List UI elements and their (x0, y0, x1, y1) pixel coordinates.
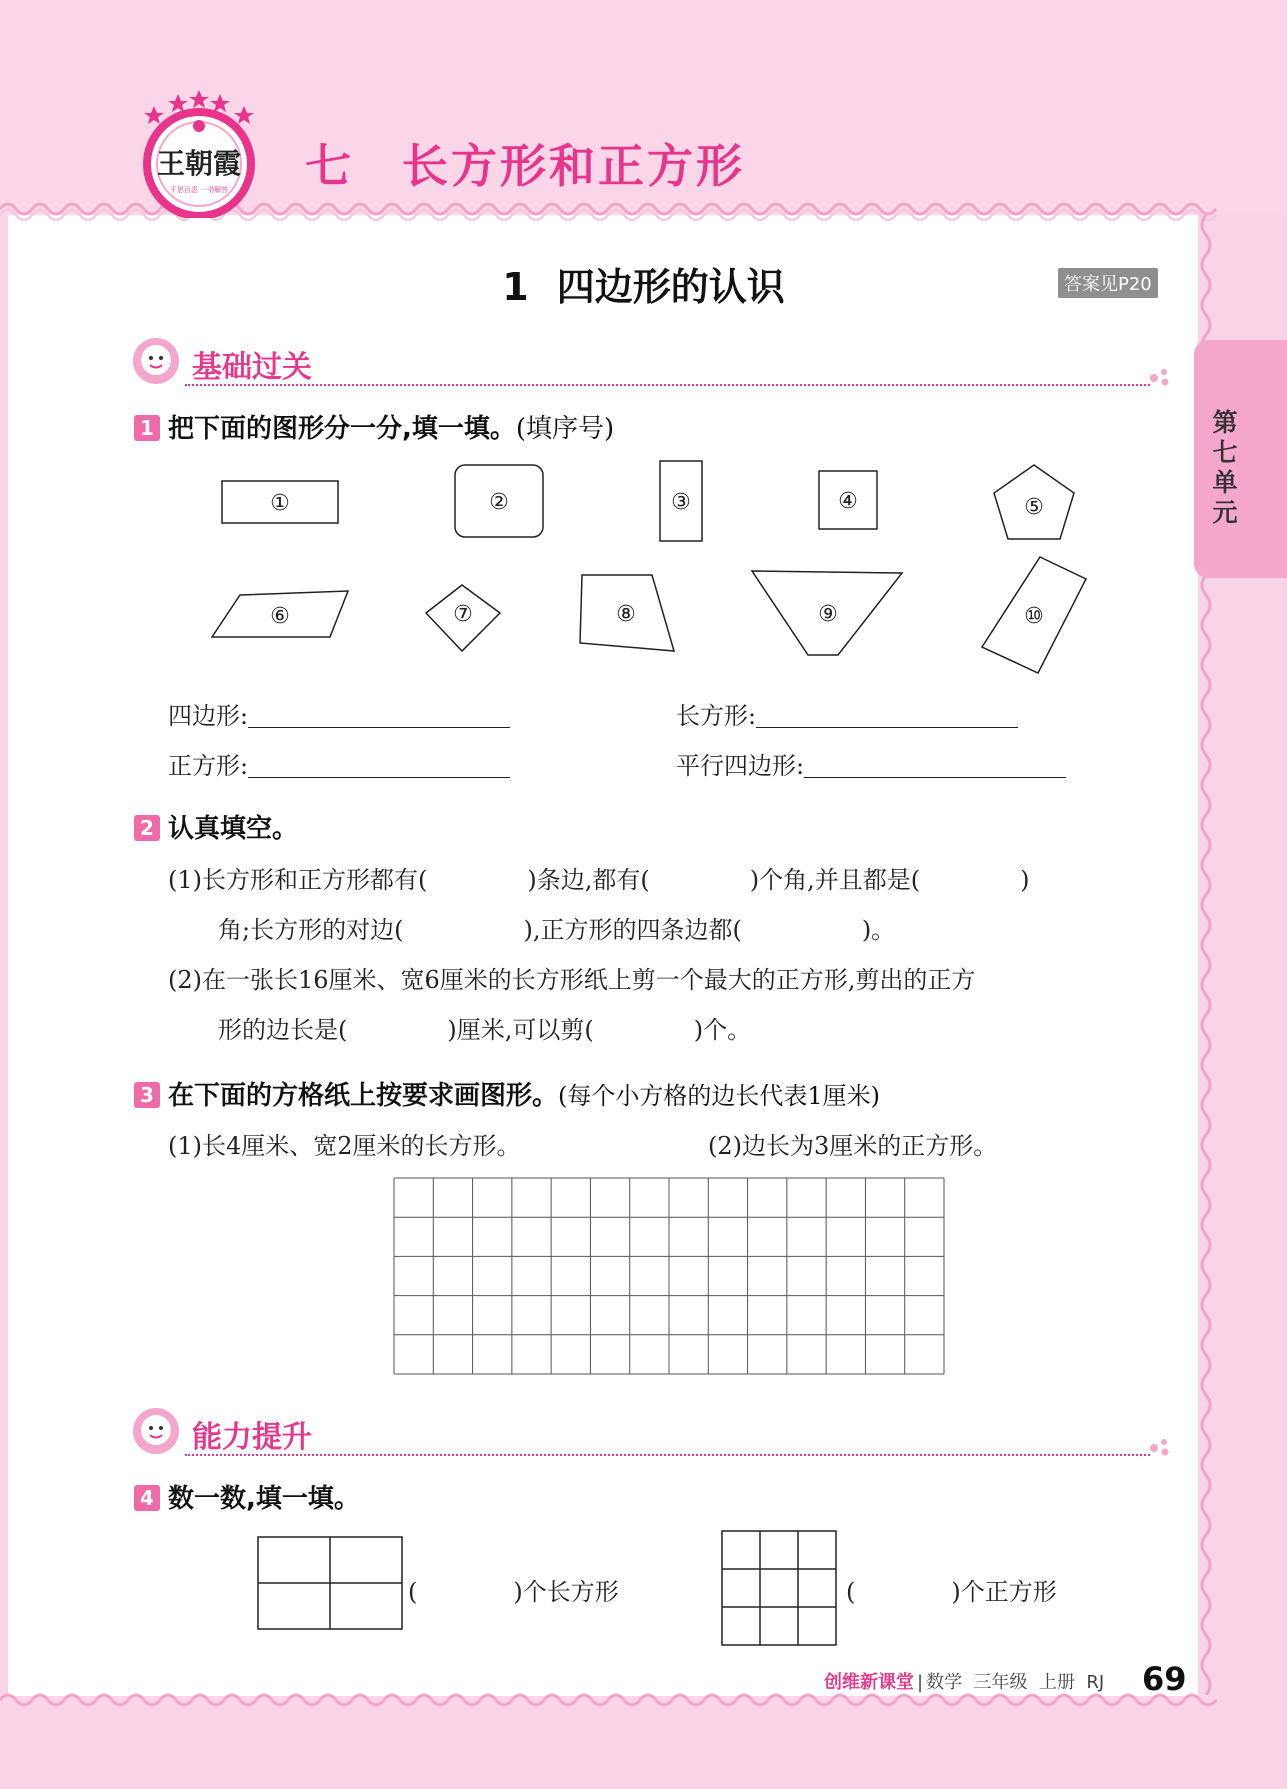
q3-sub2: (2)边长为3厘米的正方形。 (708, 1132, 998, 1160)
q2-part1-line1 (168, 860, 1029, 895)
q2-prompt (134, 808, 298, 845)
q1-quadrilateral-answer-line[interactable] (248, 703, 510, 728)
brand-logo (136, 88, 262, 218)
q1-note: (填序号) (515, 414, 615, 444)
q4-square-answer (846, 1572, 1057, 1607)
q1-rectangle-answer-line[interactable] (756, 703, 1018, 728)
q1-prompt-text: 把下面的图形分一分,填一填。 (168, 414, 516, 444)
unit-title (305, 130, 745, 196)
logo-tagline-text: 千思百虑 一书解答 (169, 186, 229, 194)
q2-p2-text-d: )个。 (693, 1016, 752, 1044)
q2-number: 2 (134, 815, 160, 841)
q1-rectangle-label: 长方形: (676, 702, 757, 730)
q4-number: 4 (134, 1485, 160, 1511)
q1-prompt (134, 408, 614, 445)
unit-title-text: 长方形和正方形 (402, 139, 745, 193)
shape-4-label: ④ (838, 489, 858, 514)
advanced-section-divider (185, 1454, 1150, 1456)
q2-part1-line2 (218, 910, 895, 945)
lesson-number: 1 (502, 265, 529, 309)
q1-square-row (168, 746, 510, 781)
q1-shapes-figure (200, 455, 1100, 685)
q1-parallelogram-answer-line[interactable] (804, 753, 1066, 778)
q2-p1-text-a: (1)长方形和正方形都有( (168, 866, 428, 894)
q3-prompt-text: 在下面的方格纸上按要求画图形。 (168, 1081, 559, 1111)
q2-p1-text-g: )。 (861, 916, 896, 944)
footer-separator: | (917, 1672, 924, 1693)
shape-10-label: ⑩ (1024, 604, 1044, 629)
q2-prompt-text: 认真填空。 (168, 814, 299, 844)
q1-parallelogram-row (676, 746, 1066, 781)
shape-9-label: ⑨ (818, 602, 838, 627)
unit-side-tab[interactable] (1194, 340, 1287, 578)
shape-2-label: ② (489, 490, 509, 515)
q4-fig2-open: ( (846, 1578, 856, 1606)
q4-fig1-close: )个长方形 (513, 1578, 619, 1606)
q1-quadrilateral-row (168, 696, 510, 731)
q3-note: (每个小方格的边长代表1厘米) (558, 1082, 881, 1110)
q4-fig1-open: ( (408, 1578, 418, 1606)
q4-square-grid-figure (720, 1529, 838, 1647)
shape-3-label: ③ (671, 490, 691, 515)
advanced-section-title: 能力提升 (192, 1420, 312, 1455)
q1-quadrilateral-label: 四边形: (168, 702, 249, 730)
q2-p1-text-e: 角;长方形的对边( (218, 916, 404, 944)
lesson-title-text: 四边形的认识 (556, 265, 785, 309)
unit-number: 七 (305, 139, 354, 193)
page-footer (824, 1668, 1104, 1694)
shape-7-label: ⑦ (453, 602, 473, 627)
q4-rectangle-figure (256, 1535, 404, 1631)
page-number: 69 (1142, 1660, 1187, 1698)
shape-8-label: ⑧ (616, 602, 636, 627)
basic-section-divider (185, 384, 1150, 386)
q4-prompt-text: 数一数,填一填。 (168, 1484, 360, 1514)
q3-prompt (134, 1075, 880, 1112)
q2-p1-text-d: ) (1020, 866, 1030, 894)
side-tab-label (1194, 408, 1256, 528)
side-tab-text: 第七单元 (1212, 408, 1238, 527)
advanced-section-dots-icon (1148, 1436, 1172, 1460)
q1-parallelogram-label: 平行四边形: (676, 752, 805, 780)
advanced-section-mascot-icon (128, 1406, 184, 1456)
shape-1-label: ① (270, 491, 290, 516)
logo-brand-text: 王朝霞 (156, 147, 242, 180)
basic-section-mascot-icon (128, 336, 184, 386)
q4-fig2-close: )个正方形 (951, 1578, 1057, 1606)
footer-meta: 数学 三年级 上册 RJ (926, 1672, 1105, 1693)
q2-p1-text-b: )条边,都有( (527, 866, 650, 894)
q4-prompt (134, 1478, 360, 1515)
q3-sub1: (1)长4厘米、宽2厘米的长方形。 (168, 1132, 521, 1160)
q2-p1-text-f: ),正方形的四条边都( (523, 916, 742, 944)
q2-p2-text-b: 形的边长是( (218, 1016, 348, 1044)
q4-rectangle-answer (408, 1572, 619, 1607)
answer-reference-badge: 答案见P20 (1058, 268, 1158, 298)
basic-section-title: 基础过关 (192, 350, 312, 385)
basic-section-dots-icon (1148, 366, 1172, 390)
shape-6-label: ⑥ (270, 604, 290, 629)
q1-square-label: 正方形: (168, 752, 249, 780)
q1-rectangle-row (676, 696, 1018, 731)
q1-square-answer-line[interactable] (248, 753, 510, 778)
footer-series: 创维新课堂 (824, 1672, 914, 1693)
q3-grid-paper[interactable] (393, 1177, 945, 1375)
q2-part2-line1: (2)在一张长16厘米、宽6厘米的长方形纸上剪一个最大的正方形,剪出的正方 (168, 966, 976, 994)
q1-number: 1 (134, 415, 160, 441)
q3-number: 3 (134, 1082, 160, 1108)
q2-p1-text-c: )个角,并且都是( (749, 866, 921, 894)
q2-part2-line2 (218, 1010, 751, 1045)
q2-p2-text-c: )厘米,可以剪( (447, 1016, 594, 1044)
shape-5-label: ⑤ (1024, 495, 1044, 520)
